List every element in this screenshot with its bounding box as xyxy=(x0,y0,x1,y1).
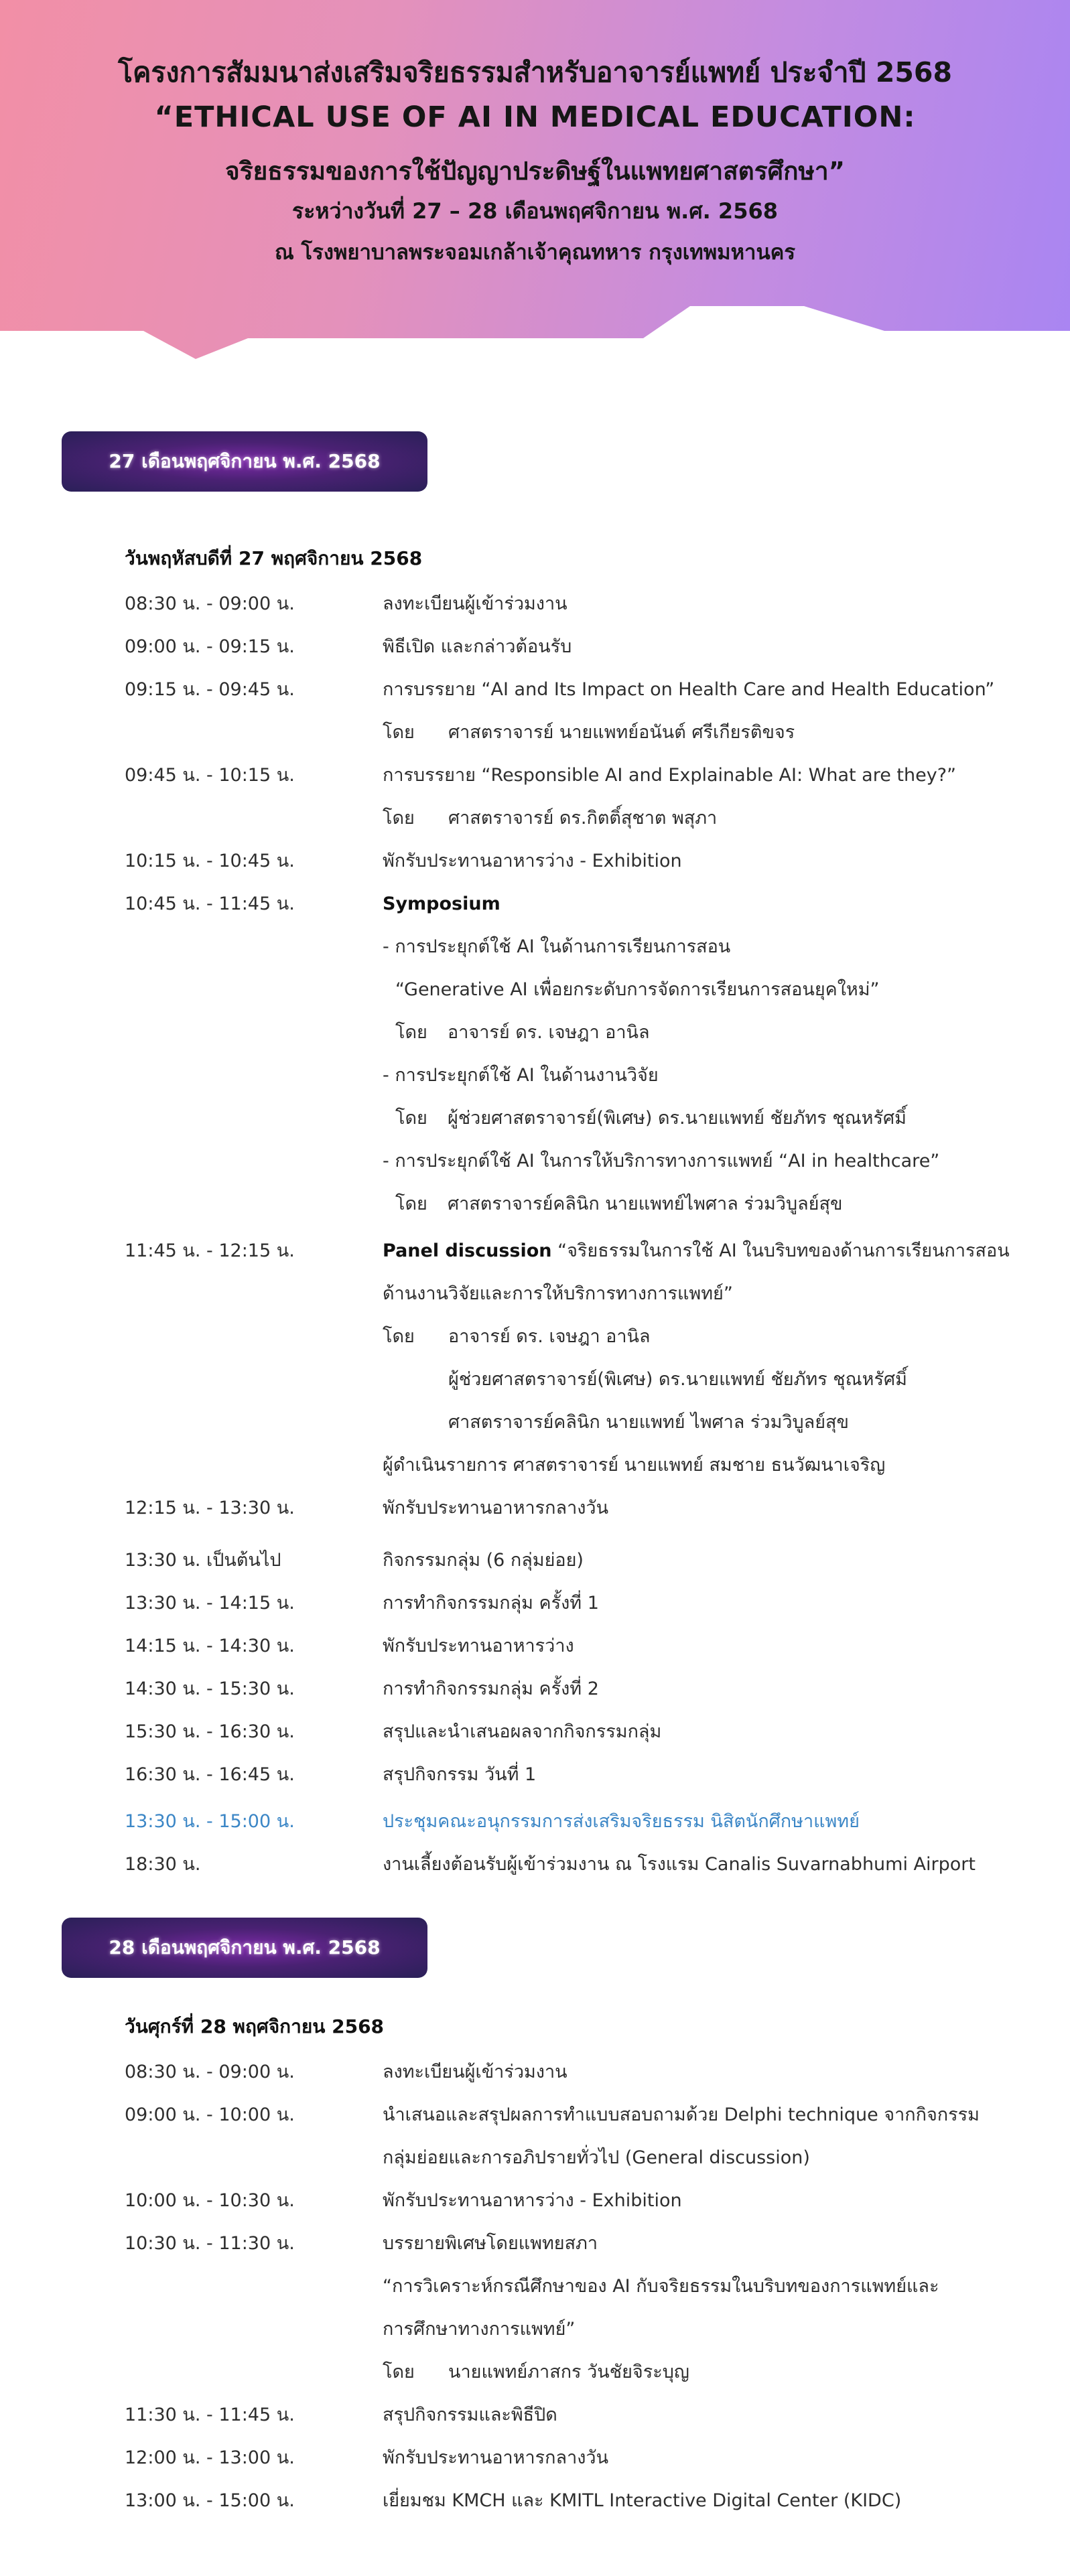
schedule-row xyxy=(0,1755,1070,1795)
row-time: 16:30 น. - 16:45 น. xyxy=(125,1764,295,1785)
speaker-name: อาจารย์ ดร. เจษฎา อานิล xyxy=(448,1326,651,1347)
event-venue: ณ โรงพยาบาลพระจอมเกล้าเจ้าคุณทหาร กรุงเทพมหานคร xyxy=(274,240,796,265)
speaker-row xyxy=(0,1360,1070,1400)
row-desc: พิธีเปิด และกล่าวต้อนรับ xyxy=(383,636,572,657)
row-desc: พักรับประทานอาหารว่าง - Exhibition xyxy=(383,2190,682,2211)
schedule-row xyxy=(0,584,1070,624)
row-desc: - การประยุกต์ใช้ AI ในด้านการเรียนการสอน xyxy=(383,936,731,957)
speaker-line xyxy=(383,713,795,753)
speaker-line xyxy=(395,1098,907,1139)
moderator: ผู้ดำเนินรายการ ศาสตราจารย์ นายแพทย์ สมชาย ธนวัฒนาเจริญ xyxy=(383,1455,886,1476)
row-desc: การทำกิจกรรมกลุ่ม ครั้งที่ 2 xyxy=(383,1678,599,1699)
by-label: โดย xyxy=(395,1194,427,1214)
row-desc: เยี่ยมชม KMCH และ KMITL Interactive Digital Center (KIDC) xyxy=(383,2490,902,2511)
speaker-line xyxy=(383,2352,689,2392)
speaker-row xyxy=(0,1013,1070,1053)
event-dates: ระหว่างวันที่ 27 – 28 เดือนพฤศจิกายน พ.ศ. 2568 xyxy=(292,198,778,224)
row-time: 09:15 น. - 09:45 น. xyxy=(125,679,295,700)
row-desc: ลงทะเบียนผู้เข้าร่วมงาน xyxy=(383,593,567,614)
row-desc: พักรับประทานอาหารกลางวัน xyxy=(383,2447,609,2468)
row-time: 13:30 น. - 15:00 น. xyxy=(125,1811,295,1832)
row-time: 13:30 น. - 14:15 น. xyxy=(125,1593,295,1614)
row-desc: สรุปกิจกรรมและพิธีปิด xyxy=(383,2405,557,2425)
row-time: 15:30 น. - 16:30 น. xyxy=(125,1721,295,1742)
row-desc: - การประยุกต์ใช้ AI ในด้านงานวิจัย xyxy=(383,1065,659,1086)
row-time: 08:30 น. - 09:00 น. xyxy=(125,2062,295,2082)
speaker-row xyxy=(0,798,1070,839)
speaker-name: ศาสตราจารย์คลินิก นายแพทย์ ไพศาล ร่วมวิบูลย์สุข xyxy=(448,1412,849,1433)
schedule-row xyxy=(0,1541,1070,1581)
panel-topic-cont xyxy=(0,1274,1070,1314)
row-time: 11:30 น. - 11:45 น. xyxy=(125,2405,295,2425)
speaker-row xyxy=(0,2352,1070,2392)
schedule-row xyxy=(0,2095,1070,2135)
speaker-name: ศาสตราจารย์ ดร.กิตติ์สุชาต พสุภา xyxy=(448,808,718,829)
speaker-name: อาจารย์ ดร. เจษฎา อานิล xyxy=(448,1022,650,1043)
event-theme-en: “ETHICAL USE OF AI IN MEDICAL EDUCATION: xyxy=(154,100,916,134)
row-desc: บรรยายพิเศษโดยแพทยสภา xyxy=(383,2233,598,2254)
schedule-row xyxy=(0,2181,1070,2221)
schedule-row xyxy=(0,2224,1070,2264)
speaker-row xyxy=(0,1317,1070,1357)
row-time: 11:45 น. - 12:15 น. xyxy=(125,1240,295,1261)
speaker-name: ศาสตราจารย์คลินิก นายแพทย์ไพศาล ร่วมวิบูลย์สุข xyxy=(448,1194,843,1214)
day1-banner: 27 เดือนพฤศจิกายน พ.ศ. 2568 xyxy=(62,431,427,492)
row-time: 12:00 น. - 13:00 น. xyxy=(125,2447,295,2468)
by-label: โดย xyxy=(383,722,415,743)
speaker-name: ผู้ช่วยศาสตราจารย์(พิเศษ) ดร.นายแพทย์ ชัยภัทร ชุณหรัศมิ์ xyxy=(448,1108,907,1129)
row-time: 08:30 น. - 09:00 น. xyxy=(125,593,295,614)
event-title: โครงการสัมมนาส่งเสริมจริยธรรมสำหรับอาจารย์แพทย์ ประจำปี 2568 xyxy=(118,56,952,88)
row-time: 10:00 น. - 10:30 น. xyxy=(125,2190,295,2211)
symposium-heading: Symposium xyxy=(383,893,500,914)
symposium-topic xyxy=(0,927,1070,967)
row-desc: ประชุมคณะอนุกรรมการส่งเสริมจริยธรรม นิสิตนักศึกษาแพทย์ xyxy=(383,1811,860,1832)
speaker-line xyxy=(395,1013,650,1053)
schedule-row xyxy=(0,2438,1070,2478)
speaker-name: ศาสตราจารย์ นายแพทย์อนันต์ ศรีเกียรติขจร xyxy=(448,722,795,743)
by-label: โดย xyxy=(383,2362,415,2382)
row-desc: การบรรยาย “AI and Its Impact on Health Care and Health Education” xyxy=(383,679,995,700)
speaker-row xyxy=(0,1098,1070,1139)
by-label: โดย xyxy=(395,1108,427,1129)
row-time: 10:15 น. - 10:45 น. xyxy=(125,851,295,871)
row-desc: กิจกรรมกลุ่ม (6 กลุ่มย่อย) xyxy=(383,1550,584,1571)
by-label: โดย xyxy=(395,1022,427,1043)
row-desc: - การประยุกต์ใช้ AI ในการให้บริการทางการแพทย์ “AI in healthcare” xyxy=(383,1151,940,1171)
speaker-row xyxy=(0,1403,1070,1443)
schedule-row-highlight xyxy=(0,1802,1070,1842)
symposium-topic xyxy=(0,1056,1070,1096)
moderator-row xyxy=(0,1445,1070,1486)
row-desc: การบรรยาย “Responsible AI and Explainable AI: What are they?” xyxy=(383,765,957,786)
schedule-row xyxy=(0,627,1070,667)
schedule-row-cont xyxy=(0,2138,1070,2178)
row-desc: ลงทะเบียนผู้เข้าร่วมงาน xyxy=(383,2062,567,2082)
row-desc: การทำกิจกรรมกลุ่ม ครั้งที่ 1 xyxy=(383,1593,599,1614)
schedule-row xyxy=(0,1626,1070,1666)
row-time: 13:30 น. เป็นต้นไป xyxy=(125,1550,281,1571)
schedule-row xyxy=(0,841,1070,881)
panel-heading: Panel discussion xyxy=(383,1240,552,1261)
speaker-line xyxy=(395,1184,842,1224)
row-desc: พักรับประทานอาหารกลางวัน xyxy=(383,1498,609,1518)
by-label: โดย xyxy=(383,808,415,829)
schedule-row xyxy=(0,884,1070,924)
schedule-row xyxy=(0,1231,1070,1271)
lecture-topic xyxy=(0,2267,1070,2307)
schedule-row xyxy=(0,1583,1070,1624)
schedule-row xyxy=(0,2395,1070,2435)
row-desc: งานเลี้ยงต้อนรับผู้เข้าร่วมงาน ณ โรงแรม Canalis Suvarnabhumi Airport xyxy=(383,1854,976,1875)
day2-title: วันศุกร์ที่ 28 พฤศจิกายน 2568 xyxy=(125,2015,385,2037)
symposium-topic xyxy=(0,1141,1070,1182)
speaker-line xyxy=(383,1317,651,1357)
schedule-row xyxy=(0,756,1070,796)
schedule-row xyxy=(0,2052,1070,2092)
row-time: 14:30 น. - 15:30 น. xyxy=(125,1678,295,1699)
row-desc: “การวิเคราะห์กรณีศึกษาของ AI กับจริยธรรมในบริบทของการแพทย์และ xyxy=(383,2276,939,2297)
speaker-name: ผู้ช่วยศาสตราจารย์(พิเศษ) ดร.นายแพทย์ ชัยภัทร ชุณหรัศมิ์ xyxy=(448,1369,907,1390)
speaker-name: นายแพทย์ภาสกร วันชัยจิระบุญ xyxy=(448,2362,689,2382)
schedule-row xyxy=(0,1669,1070,1709)
row-desc: พักรับประทานอาหารว่าง xyxy=(383,1636,574,1656)
row-time: 10:30 น. - 11:30 น. xyxy=(125,2233,295,2254)
schedule-row xyxy=(0,1488,1070,1528)
row-desc xyxy=(383,1231,1010,1271)
row-desc: การศึกษาทางการแพทย์” xyxy=(383,2319,576,2340)
row-desc: นำเสนอและสรุปผลการทำแบบสอบถามด้วย Delphi technique จากกิจกรรม xyxy=(383,2104,980,2125)
schedule-row xyxy=(0,1845,1070,1885)
schedule-row xyxy=(0,1712,1070,1752)
by-label: โดย xyxy=(383,1326,415,1347)
event-theme-th: จริยธรรมของการใช้ปัญญาประดิษฐ์ในแพทยศาสตรศึกษา” xyxy=(225,157,845,186)
row-desc: สรุปกิจกรรม วันที่ 1 xyxy=(383,1764,537,1785)
row-time: 12:15 น. - 13:30 น. xyxy=(125,1498,295,1518)
row-time: 13:00 น. - 15:00 น. xyxy=(125,2490,295,2511)
row-desc: สรุปและนำเสนอผลจากกิจกรรมกลุ่ม xyxy=(383,1721,662,1742)
row-time: 09:00 น. - 10:00 น. xyxy=(125,2104,295,2125)
row-time: 18:30 น. xyxy=(125,1854,201,1875)
symposium-subtitle xyxy=(0,970,1070,1010)
day1-title: วันพฤหัสบดีที่ 27 พฤศจิกายน 2568 xyxy=(125,547,423,569)
row-time: 09:45 น. - 10:15 น. xyxy=(125,765,295,786)
speaker-line xyxy=(383,798,717,839)
row-desc: พักรับประทานอาหารว่าง - Exhibition xyxy=(383,851,682,871)
speaker-row xyxy=(0,1184,1070,1224)
row-time: 09:00 น. - 09:15 น. xyxy=(125,636,295,657)
schedule-row xyxy=(0,2481,1070,2521)
row-desc: กลุ่มย่อยและการอภิปรายทั่วไป (General discussion) xyxy=(383,2147,810,2168)
row-time: 10:45 น. - 11:45 น. xyxy=(125,893,295,914)
lecture-topic-cont xyxy=(0,2309,1070,2350)
row-time: 14:15 น. - 14:30 น. xyxy=(125,1636,295,1656)
row-desc: ด้านงานวิจัยและการให้บริการทางการแพทย์” xyxy=(383,1283,733,1304)
panel-topic: “จริยธรรมในการใช้ AI ในบริบทของด้านการเรียนการสอน xyxy=(551,1240,1010,1261)
row-desc: “Generative AI เพื่อยกระดับการจัดการเรียนการสอนยุคใหม่” xyxy=(395,979,880,1000)
schedule-row xyxy=(0,670,1070,710)
speaker-row xyxy=(0,713,1070,753)
day2-banner: 28 เดือนพฤศจิกายน พ.ศ. 2568 xyxy=(62,1918,427,1978)
